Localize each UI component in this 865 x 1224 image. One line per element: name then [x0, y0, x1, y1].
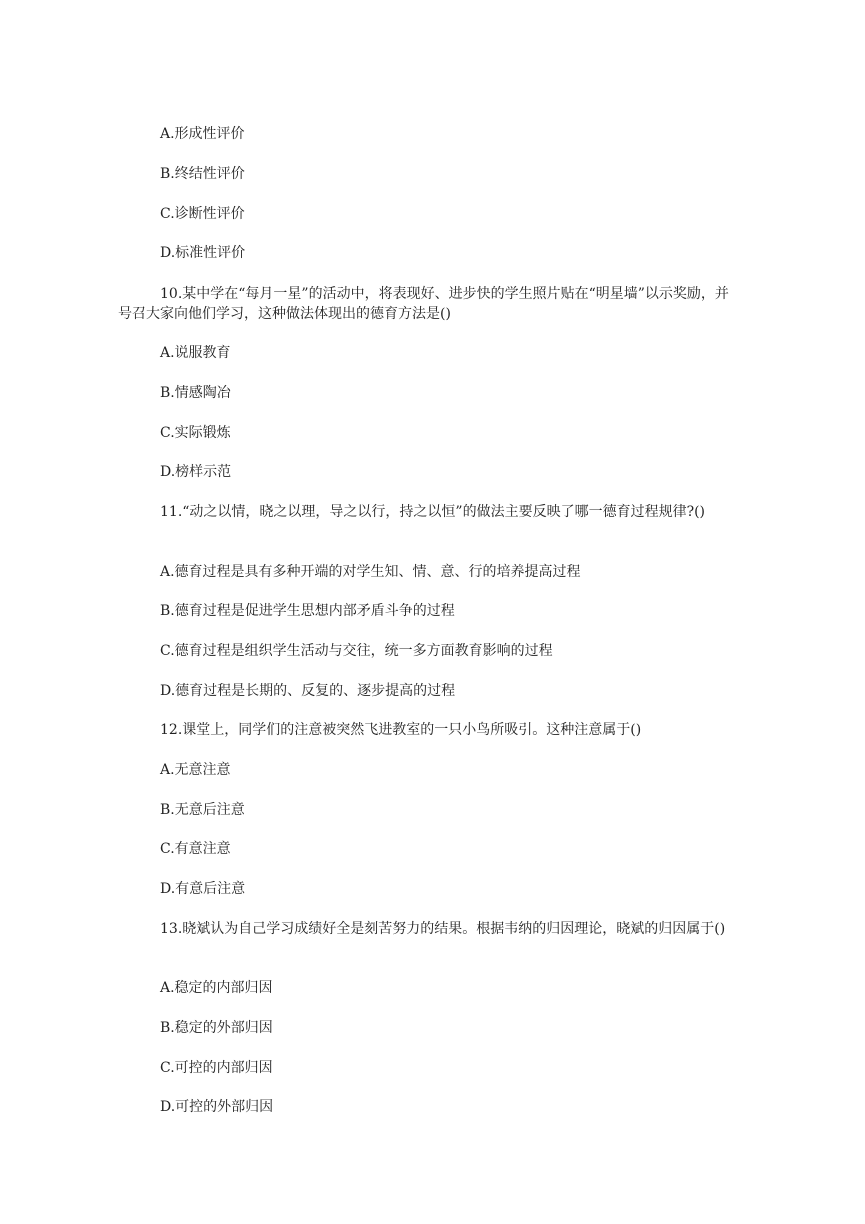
q13-question: 13.晓斌认为自己学习成绩好全是刻苦努力的结果。根据韦纳的归因理论，晓斌的归因属于() — [160, 921, 726, 937]
q13-option-b: B.稳定的外部归因 — [160, 1020, 273, 1036]
q11-option-a: A.德育过程是具有多种开端的对学生知、情、意、行的培养提高过程 — [160, 564, 581, 580]
q10-option-d: D.榜样示范 — [160, 464, 232, 480]
q12-option-d: D.有意后注意 — [160, 881, 246, 897]
q9-option-d: D.标准性评价 — [160, 245, 246, 261]
q10-option-b: B.情感陶冶 — [160, 385, 231, 401]
q12-option-c: C.有意注意 — [160, 841, 231, 857]
q10-question: 10.某中学在“每月一星”的活动中，将表现好、进步快的学生照片贴在“明星墙”以示奖励，并号召大家向他们学习，这种做法体现出的德育方法是() — [118, 286, 729, 322]
q13-option-a: A.稳定的内部归因 — [160, 980, 273, 996]
q9-option-a: A.形成性评价 — [160, 126, 245, 142]
q13-option-d: D.可控的外部归因 — [160, 1099, 274, 1115]
q11-question: 11.“动之以情，晓之以理，导之以行，持之以恒”的做法主要反映了哪一德育过程规律?() — [160, 504, 706, 520]
q12-option-a: A.无意注意 — [160, 762, 231, 778]
q12-option-b: B.无意后注意 — [160, 802, 245, 818]
q11-option-b: B.德育过程是促进学生思想内部矛盾斗争的过程 — [160, 603, 455, 619]
q9-option-c: C.诊断性评价 — [160, 206, 245, 222]
q9-option-b: B.终结性评价 — [160, 166, 245, 182]
q12-question: 12.课堂上，同学们的注意被突然飞进教室的一只小鸟所吸引。这种注意属于() — [160, 722, 642, 738]
q13-option-c: C.可控的内部归因 — [160, 1060, 273, 1076]
q10-option-a: A.说服教育 — [160, 345, 231, 361]
q11-option-c: C.德育过程是组织学生活动与交往，统一多方面教育影响的过程 — [160, 643, 553, 659]
q10-option-c: C.实际锻炼 — [160, 425, 231, 441]
q11-option-d: D.德育过程是长期的、反复的、逐步提高的过程 — [160, 683, 456, 699]
